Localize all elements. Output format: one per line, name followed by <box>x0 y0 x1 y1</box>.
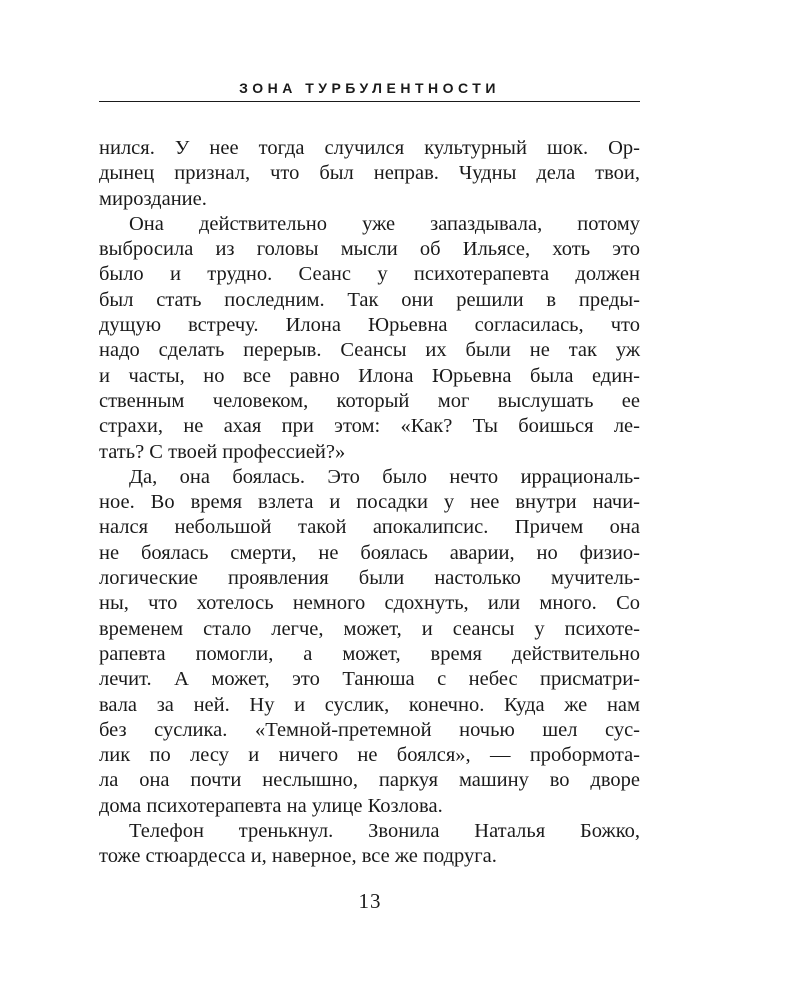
text-line: нался небольшой такой апокалипсис. Причем она <box>99 516 640 539</box>
text-line: дынец признал, что был неправ. Чудны дела твои, <box>99 162 640 185</box>
text-line: был стать последним. Так они решили в преды- <box>99 288 640 311</box>
text-line: логические проявления были настолько мучитель- <box>99 567 640 590</box>
text-line: было и трудно. Сеанс у психотерапевта должен <box>99 263 640 286</box>
text-line: Телефон тренькнул. Звонила Наталья Божко, <box>129 820 640 843</box>
text-line: надо сделать перерыв. Сеансы их были не так уж <box>99 339 640 362</box>
text-line: без суслика. «Темной-претемной ночью шел сус- <box>99 718 640 741</box>
text-line: дома психотерапевта на улице Козлова. <box>99 794 443 817</box>
text-line: не боялась смерти, не боялась аварии, но физио- <box>99 541 640 564</box>
text-line: лик по лесу и ничего не боялся», — пробормота- <box>99 744 640 767</box>
running-head: ЗОНА ТУРБУЛЕНТНОСТИ <box>239 80 500 96</box>
paragraph <box>99 465 640 819</box>
body-text <box>99 136 640 870</box>
paragraph <box>99 136 640 212</box>
page-number: 13 <box>358 889 382 913</box>
text-line: ла она почти неслышно, паркуя машину во дворе <box>99 769 640 792</box>
text-line: мироздание. <box>99 187 207 210</box>
text-line: дущую встречу. Илона Юрьевна согласилась, что <box>99 314 640 337</box>
text-line: выбросила из головы мысли об Ильясе, хоть это <box>99 238 640 261</box>
text-line: вала за ней. Ну и суслик, конечно. Куда же нам <box>99 693 640 716</box>
text-line: страхи, не ахая при этом: «Как? Ты боишься ле- <box>99 415 640 438</box>
text-line: Да, она боялась. Это было нечто иррациональ- <box>129 465 640 488</box>
text-line: тать? С твоей профессией?» <box>99 440 346 463</box>
text-line: временем стало легче, может, и сеансы у психоте- <box>99 617 640 640</box>
paragraph <box>99 212 640 465</box>
text-line: Она действительно уже запаздывала, потому <box>129 212 640 235</box>
text-line: нился. У нее тогда случился культурный шок. Ор- <box>99 137 640 159</box>
text-line: ственным человеком, который мог выслушать ее <box>99 389 640 412</box>
header-rule <box>99 101 640 102</box>
paragraph <box>99 819 640 870</box>
text-line: ное. Во время взлета и посадки у нее внутри начи- <box>99 491 640 514</box>
text-line: лечит. А может, это Танюша с небес присматри- <box>99 668 640 691</box>
text-line: ны, что хотелось немного сдохнуть, или много. Со <box>99 592 640 615</box>
text-line: тоже стюардесса и, наверное, все же подруга. <box>99 845 497 868</box>
text-line: и часты, но все равно Илона Юрьевна была един- <box>99 364 640 387</box>
text-line: рапевта помогли, а может, время действительно <box>99 642 640 665</box>
